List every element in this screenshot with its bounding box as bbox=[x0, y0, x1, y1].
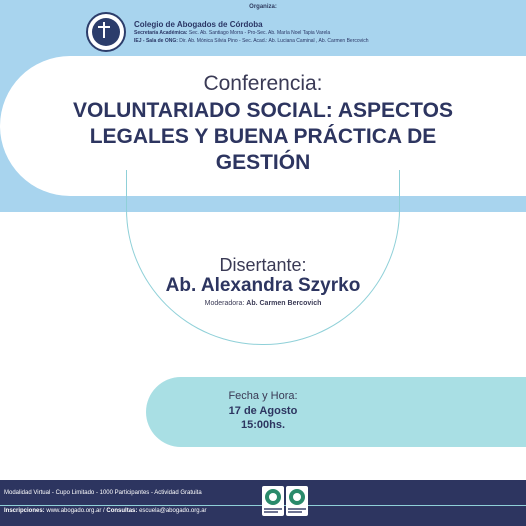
conference-label: Conferencia: bbox=[203, 72, 323, 95]
organizer-header bbox=[0, 0, 526, 60]
organiza-label: Organiza: bbox=[249, 4, 277, 10]
date-label: Fecha y Hora: bbox=[228, 390, 298, 402]
event-date: 17 de Agosto bbox=[228, 405, 298, 417]
secretaria-line: Secretaría Académica: Sec. Ab. Santiago Morra - Pro-Sec. Ab. María Noel Tapia Varela bbox=[134, 30, 331, 36]
speaker-label: Disertante: bbox=[219, 255, 307, 275]
contact-line: Inscripciones: www.abogado.org.ar / Consultas: escuela@abogado.org.ar bbox=[4, 508, 207, 514]
event-time: 15:00hs. bbox=[240, 419, 286, 431]
colegio-seal-logo bbox=[86, 12, 126, 52]
iej-line: IEJ - Sala de ONG: Dir. Ab. Mónica Silvia Pino - Sec. Acad.: Ab. Luciana Caminal , Ab. Carmen Bercovich bbox=[134, 38, 369, 44]
certification-badge-icon bbox=[262, 486, 284, 516]
speaker-name: Ab. Alexandra Szyrko bbox=[165, 275, 361, 296]
certification-badge-icon bbox=[286, 486, 308, 516]
org-name: Colegio de Abogados de Córdoba bbox=[134, 20, 263, 29]
consultas-email[interactable]: escuela@abogado.org.ar bbox=[137, 508, 207, 514]
moderator: Moderadora: Ab. Carmen Bercovich bbox=[204, 300, 322, 307]
conference-title: VOLUNTARIADO SOCIAL: ASPECTOS LEGALES Y BUENA PRÁCTICA DE GESTIÓN bbox=[73, 99, 453, 174]
inscripciones-link[interactable]: www.abogado.org.ar / bbox=[44, 508, 107, 514]
modality-info: Modalidad Virtual - Cupo Limitado - 1000 Participantes - Actividad Gratuita bbox=[4, 490, 202, 496]
